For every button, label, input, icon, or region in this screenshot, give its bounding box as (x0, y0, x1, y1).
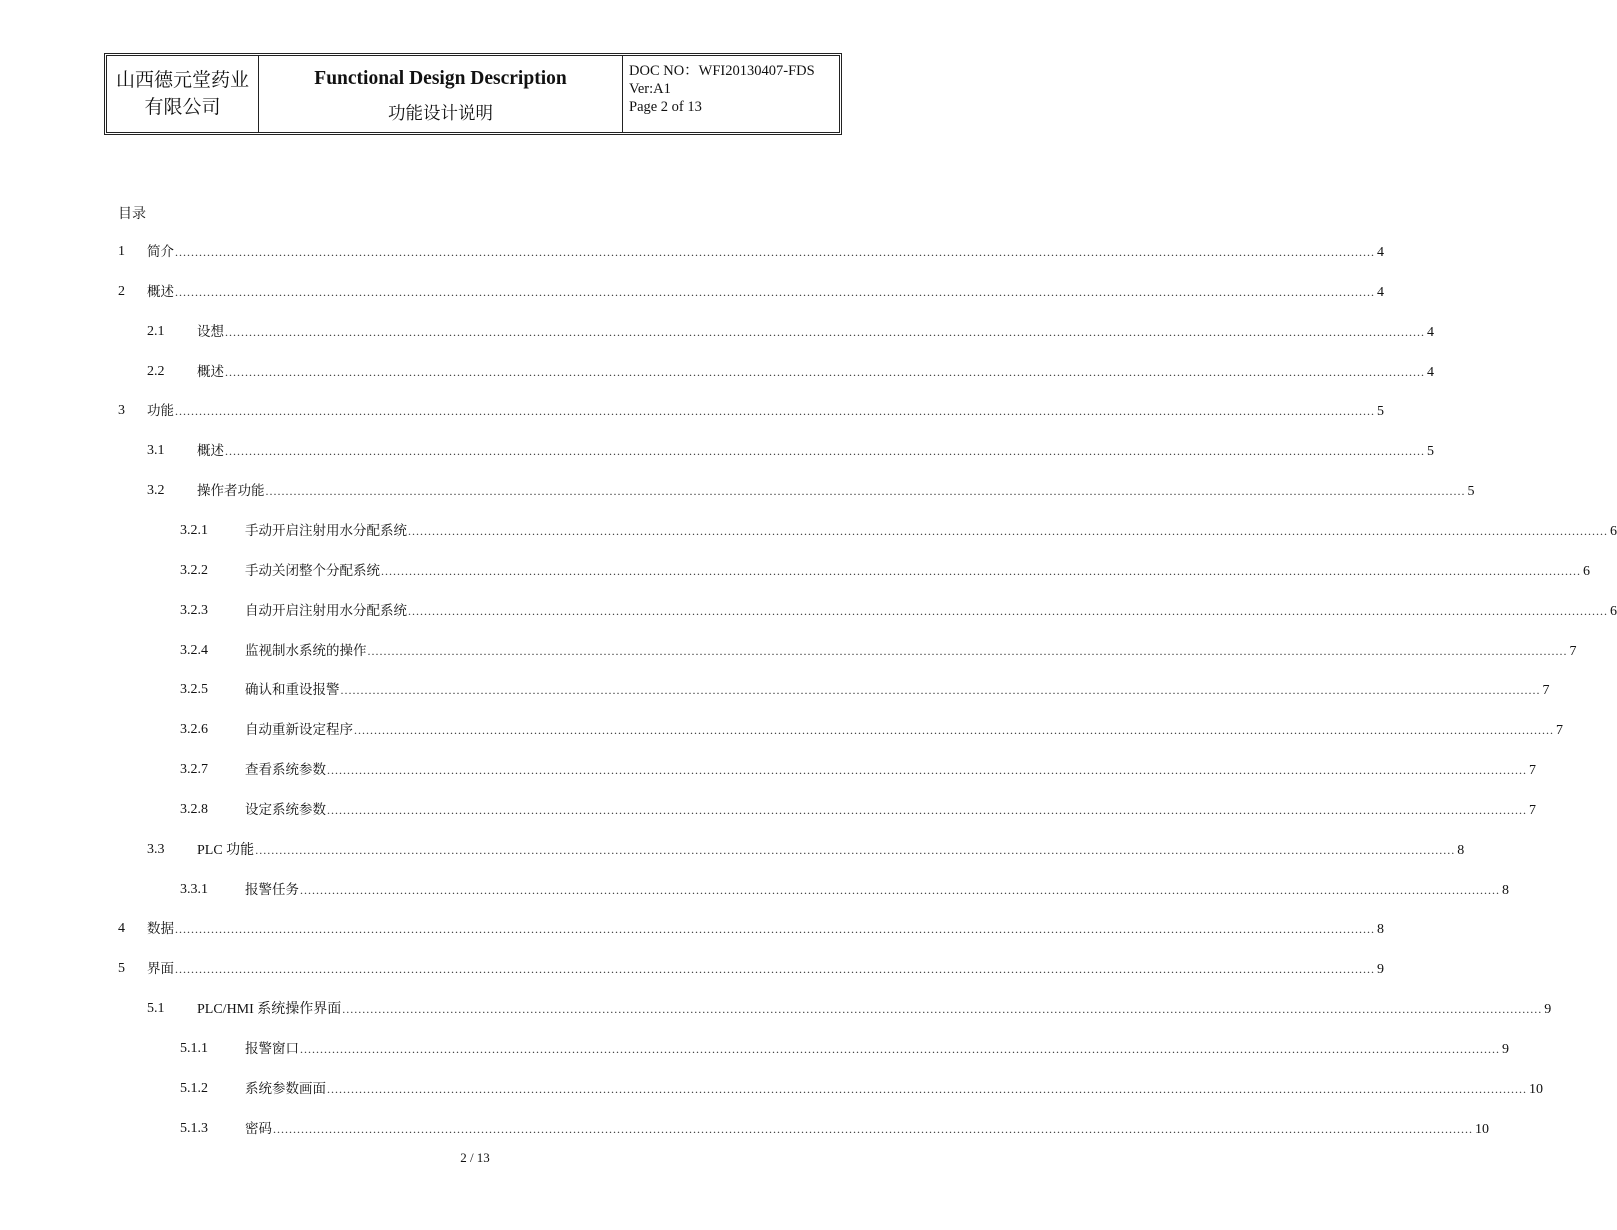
toc-entry-number: 3.3 (147, 842, 165, 857)
toc-entry-label: 手动关闭整个分配系统 (245, 563, 380, 579)
toc-entry-page: 6 (1610, 604, 1617, 619)
toc-entry-number: 3.2.8 (180, 802, 208, 817)
toc-entry-label: 查看系统参数 (245, 762, 326, 778)
toc-leader-dots: ............................................................................................................................................................................................................................................................................................................ (408, 524, 1608, 538)
toc-entry-page: 7 (1569, 644, 1577, 659)
toc-entry-number: 5.1 (147, 1001, 165, 1016)
toc-entry-page: 8 (1457, 843, 1465, 858)
toc-entry[interactable] (118, 242, 1384, 262)
toc-entry[interactable] (180, 1079, 1543, 1099)
toc-entry-page: 4 (1427, 325, 1434, 340)
toc-leader-dots: ............................................................................................................................................................................................................................................................................................................ (255, 843, 1456, 857)
toc-leader-dots: ............................................................................................................................................................................................................................................................................................................ (340, 683, 1541, 697)
toc-entry-number: 3.2 (147, 483, 165, 498)
toc-entry-page: 9 (1502, 1042, 1509, 1057)
toc-entry-page: 7 (1542, 683, 1550, 698)
toc-entry-label: 概述 (147, 284, 174, 300)
toc-leader-dots: ............................................................................................................................................................................................................................................................................................................ (225, 325, 1425, 339)
toc-entry-number: 1 (118, 244, 125, 259)
toc-entry-page: 10 (1475, 1122, 1489, 1137)
title-english: Functional Design Description (314, 68, 567, 89)
toc-entry-label: 简介 (147, 244, 174, 260)
toc-leader-dots: ............................................................................................................................................................................................................................................................................................................ (300, 883, 1500, 897)
company-name: 山西德元堂药业有限公司 (107, 56, 259, 132)
toc-entry-page: 7 (1556, 723, 1563, 738)
doc-version: Ver:A1 (629, 81, 671, 97)
toc-entry[interactable] (147, 999, 1552, 1019)
toc-entry[interactable] (180, 680, 1550, 700)
toc-entry-number: 4 (118, 921, 125, 936)
toc-entry-number: 5 (118, 961, 125, 976)
toc-heading: 目录 (118, 206, 146, 222)
toc-entry-page: 8 (1377, 922, 1384, 937)
toc-entry-label: 操作者功能 (197, 483, 265, 499)
document-title (259, 56, 623, 132)
document-header (104, 53, 842, 135)
toc-leader-dots: ............................................................................................................................................................................................................................................................................................................ (354, 723, 1554, 737)
toc-leader-dots: ............................................................................................................................................................................................................................................................................................................ (273, 1122, 1473, 1136)
toc-leader-dots: ............................................................................................................................................................................................................................................................................................................ (300, 1042, 1500, 1056)
toc-entry[interactable] (180, 601, 1617, 621)
toc-entry-number: 3.2.6 (180, 722, 208, 737)
toc-entry-page: 6 (1610, 524, 1617, 539)
toc-leader-dots: ............................................................................................................................................................................................................................................................................................................ (327, 803, 1527, 817)
title-chinese: 功能设计说明 (388, 104, 493, 124)
toc-leader-dots: ............................................................................................................................................................................................................................................................................................................ (225, 365, 1425, 379)
toc-leader-dots: ............................................................................................................................................................................................................................................................................................................ (327, 763, 1527, 777)
toc-entry-number: 3.2.7 (180, 762, 208, 777)
toc-entry-number: 3.2.4 (180, 643, 208, 658)
toc-entry-number: 3.2.1 (180, 523, 208, 538)
doc-number: DOC NO：WFI20130407-FDS (629, 63, 815, 79)
toc-entry[interactable] (147, 840, 1465, 860)
toc-entry-label: PLC/HMI 系统操作界面 (197, 1002, 342, 1017)
toc-entry[interactable] (118, 401, 1384, 421)
toc-entry-number: 3.2.2 (180, 563, 208, 578)
toc-entry-number: 2.2 (147, 364, 165, 379)
toc-leader-dots: ............................................................................................................................................................................................................................................................................................................ (367, 644, 1568, 658)
toc-leader-dots: ............................................................................................................................................................................................................................................................................................................ (342, 1002, 1543, 1016)
toc-entry[interactable] (147, 362, 1434, 382)
document-info (623, 56, 839, 132)
toc-entry[interactable] (180, 641, 1577, 661)
toc-entry-page: 6 (1583, 564, 1590, 579)
toc-entry-page: 4 (1377, 285, 1384, 300)
toc-leader-dots: ............................................................................................................................................................................................................................................................................................................ (265, 484, 1466, 498)
toc-leader-dots: ............................................................................................................................................................................................................................................................................................................ (225, 444, 1425, 458)
toc-entry-number: 3.1 (147, 443, 165, 458)
toc-leader-dots: ............................................................................................................................................................................................................................................................................................................ (175, 404, 1375, 418)
toc-entry[interactable] (180, 720, 1563, 740)
toc-entry[interactable] (147, 322, 1434, 342)
toc-entry-page: 4 (1427, 365, 1434, 380)
toc-entry[interactable] (180, 880, 1509, 900)
toc-entry-label: 设想 (197, 324, 224, 340)
toc-entry-label: 自动重新设定程序 (245, 722, 353, 738)
toc-entry-label: 自动开启注射用水分配系统 (245, 603, 407, 619)
toc-entry-label: 监视制水系统的操作 (245, 643, 367, 659)
toc-entry-label: 数据 (147, 921, 174, 937)
toc-entry-number: 3 (118, 403, 125, 418)
toc-entry-number: 5.1.1 (180, 1041, 208, 1056)
toc-entry-number: 3.3.1 (180, 882, 208, 897)
toc-entry-label: 设定系统参数 (245, 802, 326, 818)
toc-leader-dots: ............................................................................................................................................................................................................................................................................................................ (381, 564, 1581, 578)
toc-entry-label: 概述 (197, 364, 224, 380)
toc-entry-page: 5 (1467, 484, 1475, 499)
toc-entry-page: 5 (1427, 444, 1434, 459)
toc-entry[interactable] (180, 561, 1590, 581)
toc-entry[interactable] (147, 441, 1434, 461)
toc-leader-dots: ............................................................................................................................................................................................................................................................................................................ (327, 1082, 1527, 1096)
toc-entry-label: PLC 功能 (197, 843, 255, 858)
toc-entry[interactable] (180, 521, 1617, 541)
toc-entry-page: 9 (1544, 1002, 1552, 1017)
toc-entry-number: 3.2.3 (180, 603, 208, 618)
toc-entry-label: 概述 (197, 443, 224, 459)
toc-entry-page: 7 (1529, 763, 1536, 778)
toc-entry-page: 7 (1529, 803, 1536, 818)
toc-entry-number: 3.2.5 (180, 682, 208, 697)
toc-entry-label: 界面 (147, 961, 174, 977)
toc-entry-label: 系统参数画面 (245, 1081, 326, 1097)
toc-entry[interactable] (180, 1039, 1509, 1059)
toc-leader-dots: ............................................................................................................................................................................................................................................................................................................ (175, 962, 1375, 976)
toc-entry-page: 5 (1377, 404, 1384, 419)
toc-leader-dots: ............................................................................................................................................................................................................................................................................................................ (408, 604, 1608, 618)
toc-entry[interactable] (118, 282, 1384, 302)
toc-entry-label: 手动开启注射用水分配系统 (245, 523, 407, 539)
toc-leader-dots: ............................................................................................................................................................................................................................................................................................................ (175, 922, 1375, 936)
toc-entry[interactable] (118, 919, 1384, 939)
toc-entry-page: 9 (1377, 962, 1384, 977)
toc-leader-dots: ............................................................................................................................................................................................................................................................................................................ (175, 245, 1375, 259)
page-indicator: 2 / 13 (460, 1150, 490, 1165)
toc-entry[interactable] (147, 481, 1475, 501)
toc-entry-number: 2 (118, 284, 125, 299)
toc-entry[interactable] (180, 1119, 1489, 1139)
toc-entry[interactable] (180, 760, 1536, 780)
doc-page: Page 2 of 13 (629, 99, 702, 115)
toc-entry-label: 功能 (147, 403, 174, 419)
toc-leader-dots: ............................................................................................................................................................................................................................................................................................................ (175, 285, 1375, 299)
toc-entry-label: 密码 (245, 1121, 272, 1137)
toc-entry-label: 确认和重设报警 (245, 682, 340, 698)
toc-entry-number: 5.1.3 (180, 1121, 208, 1136)
toc-entry[interactable] (118, 959, 1384, 979)
toc-entry-page: 10 (1529, 1082, 1543, 1097)
toc-entry-number: 5.1.2 (180, 1081, 208, 1096)
toc-entry-page: 8 (1502, 883, 1509, 898)
toc-entry-label: 报警窗口 (245, 1041, 299, 1057)
toc-entry[interactable] (180, 800, 1536, 820)
toc-entry-label: 报警任务 (245, 882, 299, 898)
toc-entry-page: 4 (1377, 245, 1384, 260)
toc-entry-number: 2.1 (147, 324, 165, 339)
